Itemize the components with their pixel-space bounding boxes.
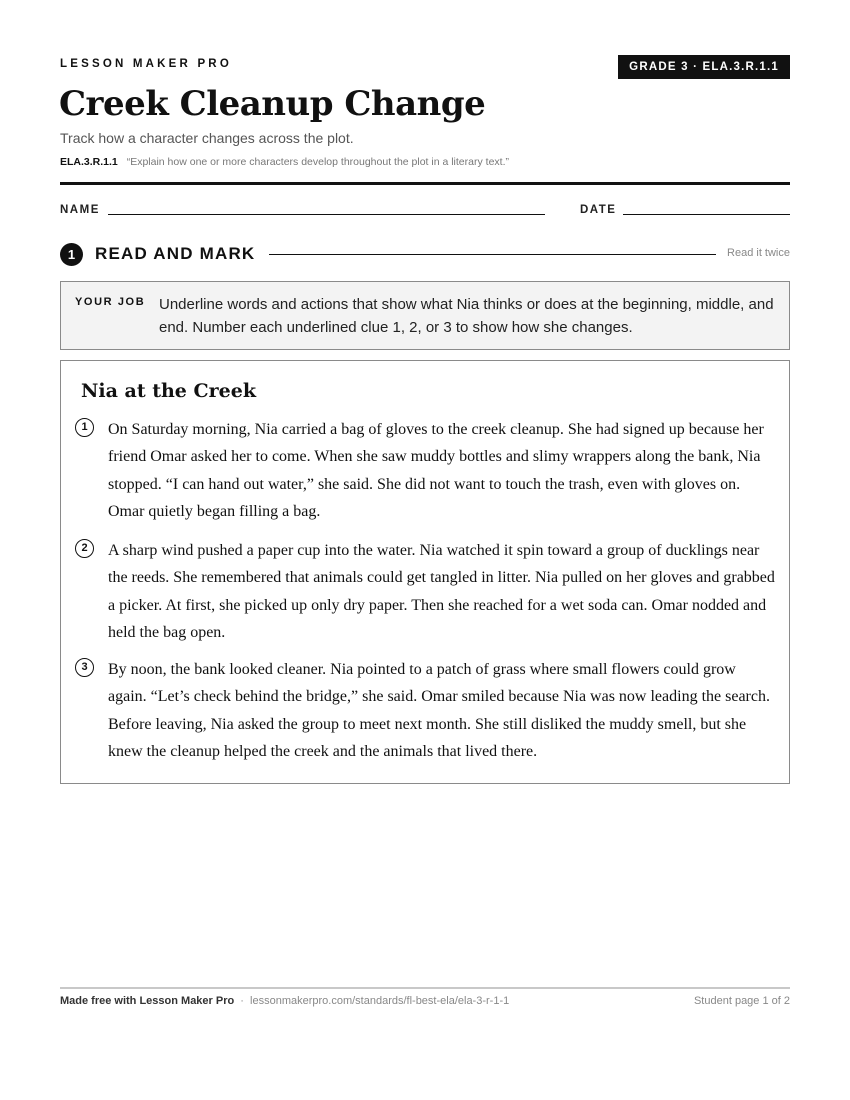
instructions-text: Underline words and actions that show what Nia thinks or does at the beginning, middle, and end. Number each underlined clue 1, 2, or 3 to show how she changes. [159,296,774,336]
standard-description: “Explain how one or more characters develop throughout the plot in a literary text.” [126,156,509,168]
date-field[interactable] [623,214,790,215]
footer-page-info: Student page 1 of 2 [693,995,790,1007]
header-divider [60,182,790,185]
footer-made-with: Made free with Lesson Maker Pro [60,995,235,1007]
paragraph-number: 1 [75,418,94,437]
reading-passage [60,360,790,784]
date-label: DATE [580,204,617,216]
worksheet-subtitle: Track how a character changes across the plot. [60,130,354,146]
passage-title: Nia at the Creek [81,380,256,402]
section-title: READ AND MARK [95,244,256,263]
worksheet-title: Creek Cleanup Change [59,84,486,124]
footer-separator: · [240,995,244,1007]
standard-code: ELA.3.R.1.1 [60,156,118,168]
paragraph-text: A sharp wind pushed a paper cup into the water. Nia watched it spin toward a group of ducklings near the reeds. She remembered that animals could get tangled in litter. Nia pulled on her gloves and grabbed a picker. At first, she picked up only dry paper. Then she reached for a wet soda can. Omar nodded and held the bag open. [108,542,775,641]
instructions-label: YOUR JOB [75,296,146,308]
worksheet-page [60,0,790,1100]
section-note: Read it twice [727,247,790,259]
brand-name: LESSON MAKER PRO [60,58,232,70]
paragraph-text: By noon, the bank looked cleaner. Nia pointed to a patch of grass where small flowers could grow again. “Let’s check behind the bridge,” she said. Omar smiled because Nia was now leading the search. Before leaving, Nia asked the group to meet next month. She still disliked the muddy smell, but she knew the cleanup helped the creek and the animals that lived there. [108,661,770,760]
paragraph-number: 2 [75,539,94,558]
paragraph-number: 3 [75,658,94,677]
footer-divider [60,987,790,989]
name-label: NAME [60,204,100,216]
section-number-badge: 1 [60,243,83,266]
paragraph-text: On Saturday morning, Nia carried a bag of gloves to the creek cleanup. She had signed up because her friend Omar asked her to come. When she saw muddy bottles and slimy wrappers along the bank, Nia stopped. “I can hand out water,” she said. She did not want to touch the trash, even with gloves on. Omar quietly began filling a bag. [108,421,764,520]
footer-url-link[interactable]: lessonmakerpro.com/standards/fl-best-ela/ela-3-r-1-1 [250,995,510,1007]
section-divider [269,254,716,255]
name-field[interactable] [108,214,545,215]
instructions-box [60,281,790,350]
grade-standard-badge: GRADE 3 · ELA.3.R.1.1 [618,55,790,79]
footer-credit [60,995,509,1007]
standard-line [60,156,509,168]
